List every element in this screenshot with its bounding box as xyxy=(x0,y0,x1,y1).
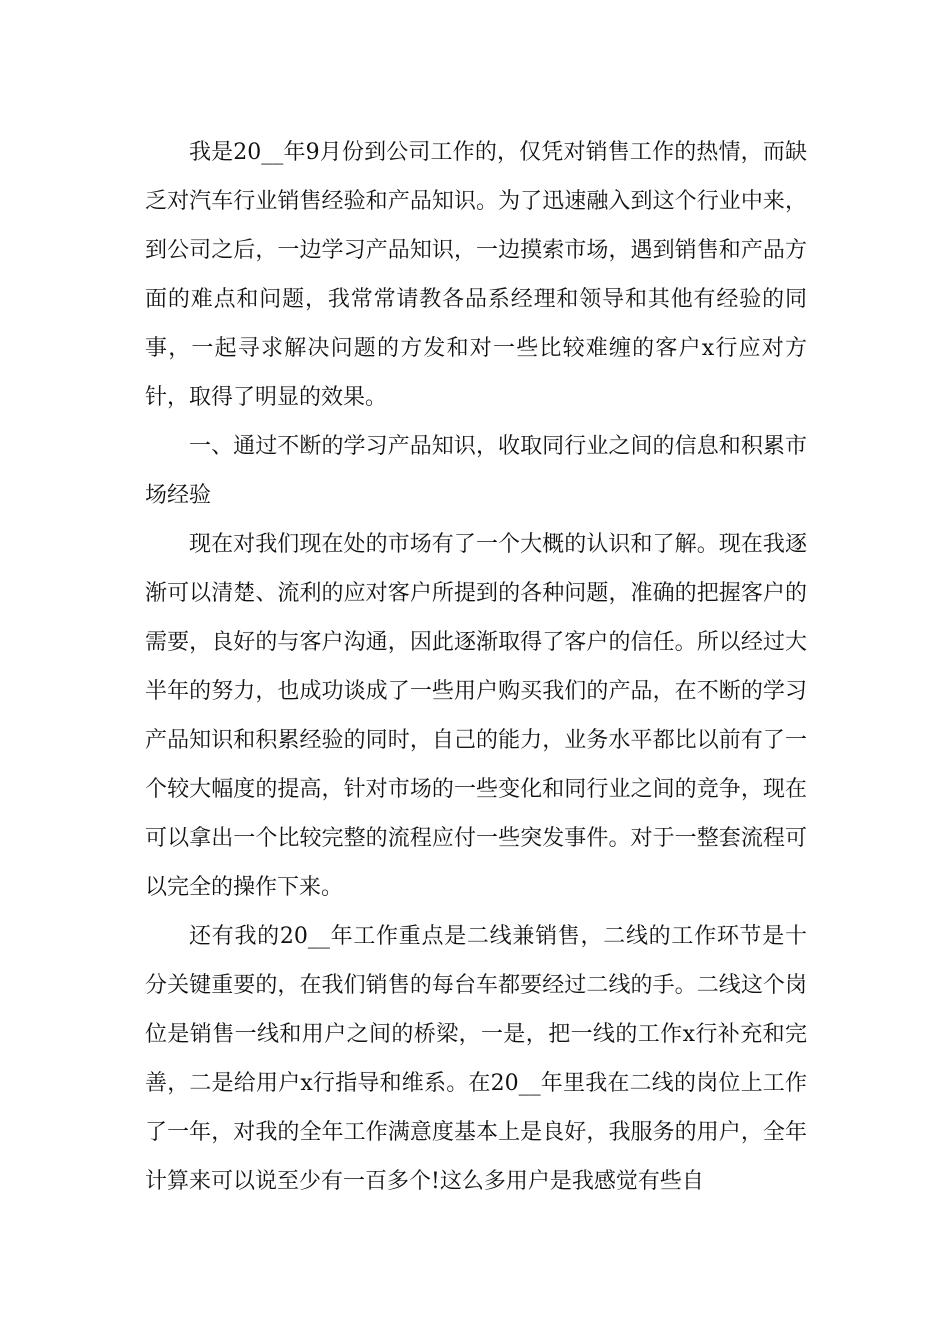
paragraph-second-line: 还有我的20__年工作重点是二线兼销售，二线的工作环节是十分关键重要的，在我们销售的每台车都要经过二线的手。二线这个岗位是销售一线和用户之间的桥梁，一是，把一线的工作x行补充和完善，二是给用户x行指导和维系。在20__年里我在二线的岗位上工作了一年，对我的全年工作满意度基本上是良好，我服务的用户，全年计算来可以说至少有一百多个!这么多用户是我感觉有些自 xyxy=(145,924,807,1194)
paragraph-intro: 我是20__年9月份到公司工作的，仅凭对销售工作的热情，而缺乏对汽车行业销售经验和产品知识。为了迅速融入到这个行业中来，到公司之后，一边学习产品知识，一边摸索市场，遇到销售和产品方面的难点和问题，我常常请教各品系经理和领导和其他有经验的同事，一起寻求解决问题的方发和对一些比较难缠的客户x行应对方针，取得了明显的效果。 xyxy=(145,140,807,410)
document-body xyxy=(145,128,807,1206)
paragraph-market: 现在对我们现在处的市场有了一个大概的认识和了解。现在我逐渐可以清楚、流利的应对客户所提到的各种问题，准确的把握客户的需要，良好的与客户沟通，因此逐渐取得了客户的信任。所以经过大半年的努力，也成功谈成了一些用户购买我们的产品，在不断的学习产品知识和积累经验的同时，自己的能力，业务水平都比以前有了一个较大幅度的提高，针对市场的一些变化和同行业之间的竞争，现在可以拿出一个比较完整的流程应付一些突发事件。对于一整套流程可以完全的操作下来。 xyxy=(145,532,807,900)
paragraph-heading-one: 一、通过不断的学习产品知识，收取同行业之间的信息和积累市场经验 xyxy=(145,434,807,508)
